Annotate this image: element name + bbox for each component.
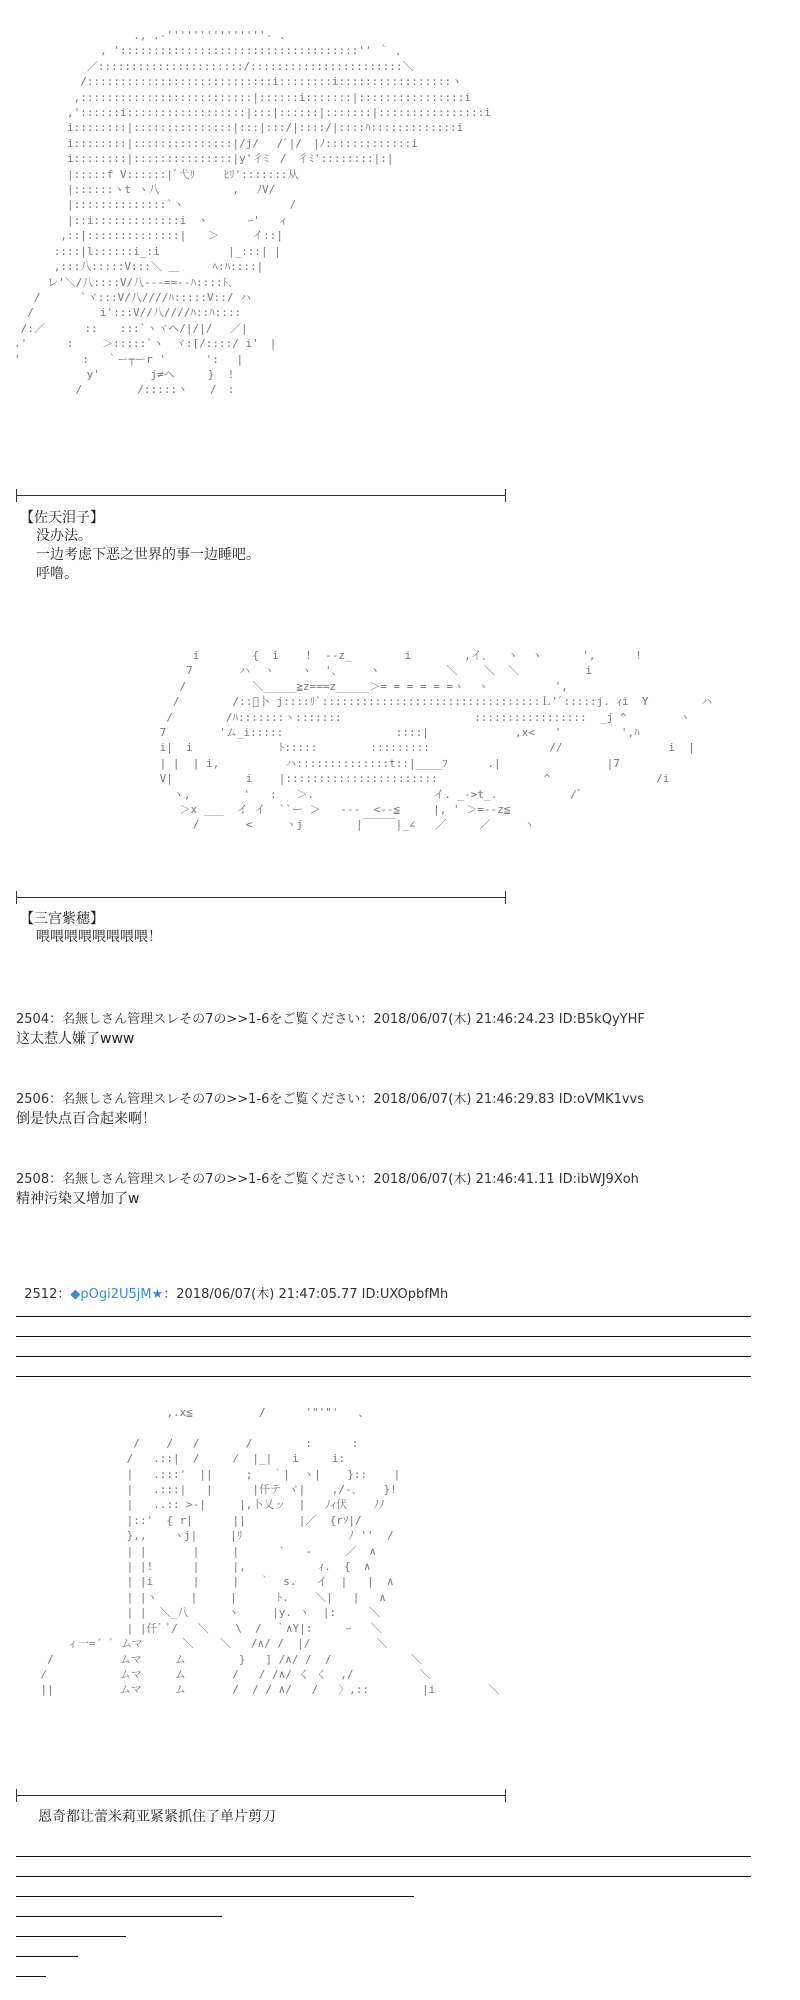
separator-line: [16, 1876, 751, 1877]
post-body: 倒是快点百合起来啊！: [16, 1111, 156, 1127]
dialog-block: [36, 527, 260, 584]
dialog-line: 呼噜。: [36, 566, 78, 582]
ascii-art-enkidu-remilia: ,.x≦ / '"'"' 、 / / / / : : / .::| / / |_| i i: | .:::' || ; ｀| ヽ| }:: | | .:::| | |仟テ ヾ| ,/-､ }! | ..:: >-| |,卜乂ッ | ﾉｨ伏 ﾉﾉ |::' { r| || |／ {rｿ|/ },, ヽj| |ﾘ ﾉ '' / | | | | ` ‐ ／ ∧ | |! | |, ｨ. { ∧ | |i | | ｀ s. イ | | ∧ | |ヽ | | ﾄ. ＼| | ∧ | | ＼_八 ヽ |y. ヽ |: ＼ | |仟ﾞ ﾞ/ ＼ \ / ｀∧Y|: ｰ ＼ ィ一=´ ﾞ ムマ ＼ ＼ /∧/ / |/ ＼ / ムマ ム } ] /∧/ / / ＼ / ムマ ム / / /∧/ く く ,/ ＼ || ムマ ム / / / ∧/ / 〉,:: |i ＼: [40, 1406, 500, 1697]
post-header: 2506：名無しさん管理スレその7の>>1-6をご覧ください：2018/06/07(木) 21:46:29.83 ID:oVMK1vvs: [16, 1092, 645, 1107]
separator-line: [16, 1856, 751, 1857]
post-body: 这太惹人嫌了www: [16, 1031, 135, 1047]
author-post-header: [16, 1268, 448, 1302]
dialog-block: [38, 1808, 276, 1827]
separator-line: [16, 1936, 126, 1937]
post-header: 2504：名無しさん管理スレその7の>>1-6をご覧ください：2018/06/07(木) 21:46:24.23 ID:B5kQyYHF: [16, 1012, 645, 1027]
separator-line: [16, 1356, 751, 1357]
post-body: 精神污染又增加了w: [16, 1191, 140, 1207]
post-number: 2512：: [24, 1287, 71, 1302]
dialog-line: 一边考虑下恶之世界的事一边睡吧。: [36, 547, 260, 563]
separator-line: [16, 1376, 751, 1377]
separator-line: [16, 1316, 751, 1317]
ascii-art-mitsumiya: i { i ! --z_ i ,イ､ ヽ ヽ ', ! 7 ハ ヽ ヽ '、 ヽ ＼ ＼ ＼ i / ＼_____≧z===z_____＞= = = = = =ヽ ヽ ', / /::ﾞ卜 j::::ﾘ`:::::::::::::::::::::::::::::::::Ｌ'ﾞ:::::j. ｨi Y ハ / /ﾊ:::::::ヽ::::::: ::::::::::::::::: _j ^ ヽ 7 'ム_i::::: ::::| ,x< ' ',ﾊ i| i ﾄ::::: ::::::::: // i | | | | i, ハ::::::::::::::t::|____ﾌ .| |7 V| i |::::::::::::::::::::::: ^ /i ヽ, ' : ＞. イ. _->t_. /ﾞ ＞x ___ イ イ ``ー ＞ --- <--≦ |, ' ＞=--z≦ / < ヽj |￣￣￣|_∠ ／ ／ ヽ: [159, 649, 713, 832]
separator-line: [16, 1956, 78, 1957]
dialog-block: [36, 928, 162, 947]
post-meta: ：2018/06/07(木) 21:47:05.77 ID:UXOpbfMh: [163, 1287, 449, 1302]
separator-line: [16, 1976, 46, 1977]
separator-line: [16, 1916, 222, 1917]
scene-divider: [16, 1795, 506, 1796]
dialog-line: 恩奇都让蕾米莉亚紧紧抓住了单片剪刀: [38, 1809, 276, 1825]
scene-divider: [16, 897, 506, 898]
dialog-line: 没办法。: [36, 528, 92, 544]
speaker-name: 【三宫紫穗】: [20, 911, 104, 927]
author-trip-link[interactable]: ◆pOgi2U5jM★: [70, 1287, 164, 1302]
dialog-line: 喂喂喂喂喂喂喂喂！: [36, 929, 162, 945]
speaker-name: 【佐天泪子】: [20, 510, 104, 526]
scene-divider: [16, 495, 506, 496]
ascii-art-saten: ., .‐'''''''''''''''‐ . , '::::::::::::::::::::::::::::::::::::'' ｀ 、 ／::::::::::::::::::::::/:::::::::::::::::::::::＼ /::::::::::::::::::::::::::::i::::::::i:::::::::::::::::ヽ ,::::::::::::::::::::::::::|::::::i:::::::|::::::::::::::::i ,'::::::i::::::::::::::::::|:::|::::::|:::::::|::::::::::::::::i i::::::::|:::::::::::::::|:::|:::/|::::/|::::ﾊ:::::::::::::i i::::::::|:::::::::::::::|/j/ /ﾞ|/ |ﾉ:::::::::::::i i::::::::|:::::::::::::::|y'彳ﾐ / 彳ﾐ'::::::::|:| |:::::f V::::::|ﾞ弋ﾘ ﾋﾘ':::::::从 |::::::ヽt ヽ八 , ﾉV/ |::::::::::::::`ヽ / |::i:::::::::::::i ヽ ｰ' ィ ,::|::::::::::::::| ＞ イ::| ::::|l::::::i_:i |_:::| | ,:::八:::::V:::＼ ＿ ﾍ:ﾊ::::| レ'＼/八::::V/八---==--ﾊ::::ﾄ､ / `ヾ:::V/八////ﾊ:::::V::/ ハ / i':::V//八////ﾊ::ﾊ:::: /:／ :: :::`ヽヾヘ/|/|/ ／| .' : ＞:::::`ヽ ヾ:[/::::/ i' | ' : ｀ー┬ーr ' ': | y' j≠ヘ } ! / /:::::ヽ / :: [14, 29, 491, 397]
post-header: 2508：名無しさん管理スレその7の>>1-6をご覧ください：2018/06/07(木) 21:46:41.11 ID:ibWJ9Xoh: [16, 1172, 639, 1187]
separator-line: [16, 1336, 751, 1337]
separator-line: [16, 1896, 414, 1897]
